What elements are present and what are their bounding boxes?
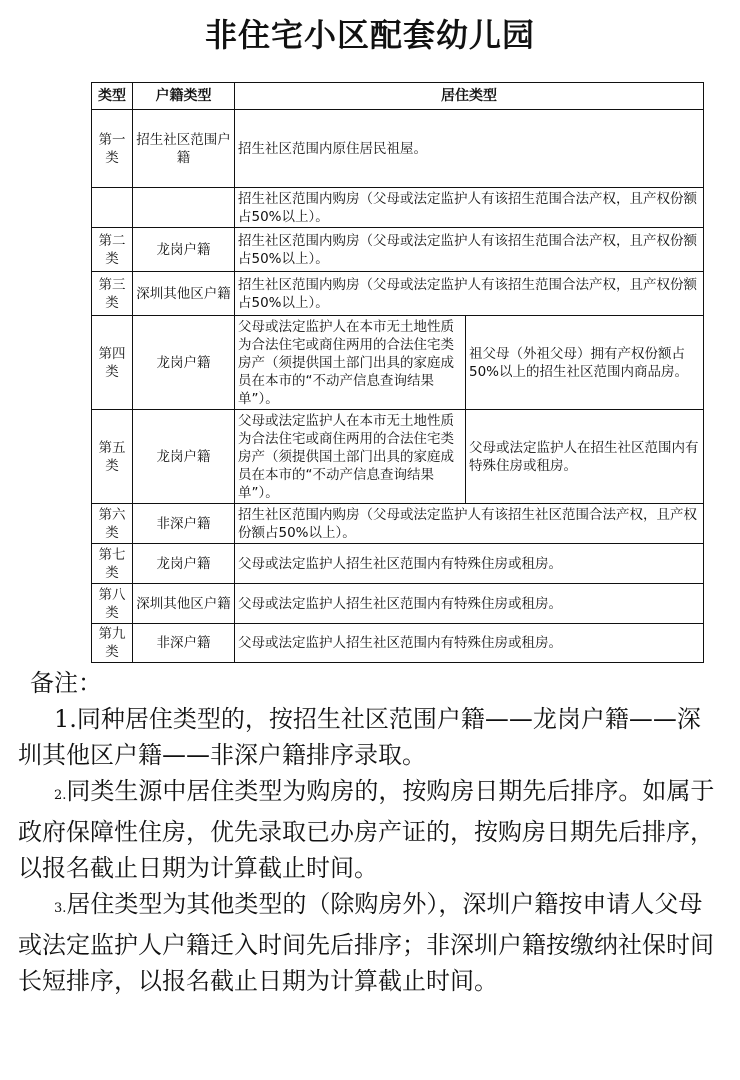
row-residence-cell: 父母或法定监护人招生社区范围内有特殊住房或租房。 <box>235 584 704 624</box>
table-row <box>92 624 704 663</box>
row-hukou-cell: 深圳其他区户籍 <box>133 272 235 316</box>
table-row <box>92 272 704 316</box>
note-text: 同类生源中居住类型为购房的，按购房日期先后排序。如属于政府保障性住房，优先录取已办房产证的，按购房日期先后排序，以报名截止日期为计算截止时间。 <box>18 777 715 882</box>
row-hukou-cell: 龙岗户籍 <box>133 316 235 410</box>
note-text: 居住类型为其他类型的（除购房外），深圳户籍按申请人父母或法定监护人户籍迁入时间先后排序；非深圳户籍按缴纳社保时间长短排序，以报名截止日期为计算截止时间。 <box>18 890 714 995</box>
row-residence-cell: 父母或法定监护人招生社区范围内有特殊住房或租房。 <box>235 624 704 663</box>
note-item <box>18 701 718 773</box>
table-row <box>92 410 704 504</box>
row-hukou-cell <box>133 188 235 228</box>
table-row <box>92 504 704 544</box>
header-residence: 居住类型 <box>235 83 704 110</box>
table-row <box>92 544 704 584</box>
header-type: 类型 <box>92 83 133 110</box>
note-item <box>18 886 718 999</box>
row-type-cell: 第六类 <box>92 504 133 544</box>
note-text: 同种居住类型的，按招生社区范围户籍——龙岗户籍——深圳其他区户籍——非深户籍排序录取。 <box>18 705 701 769</box>
row-type-cell: 第四类 <box>92 316 133 410</box>
table-row <box>92 584 704 624</box>
row-residence-cell: 招生社区范围内原住居民祖屋。 <box>235 110 704 188</box>
row-residence-cell: 父母或法定监护人招生社区范围内有特殊住房或租房。 <box>235 544 704 584</box>
note-item <box>18 773 718 886</box>
row-hukou-cell: 龙岗户籍 <box>133 544 235 584</box>
row-type-cell: 第一类 <box>92 110 133 188</box>
row-hukou-cell: 招生社区范围户籍 <box>133 110 235 188</box>
notes-section <box>18 665 718 999</box>
row-type-cell <box>92 188 133 228</box>
row-residence-cell: 招生社区范围内购房（父母或法定监护人有该招生范围合法产权，且产权份额占50%以上）。 <box>235 228 704 272</box>
row-hukou-cell: 龙岗户籍 <box>133 410 235 504</box>
row-residence-cell: 招生社区范围内购房（父母或法定监护人有该招生范围合法产权，且产权份额占50%以上）。 <box>235 188 704 228</box>
table-row <box>92 316 704 410</box>
row-residence-right-cell: 父母或法定监护人在招生社区范围内有特殊住房或租房。 <box>466 410 704 504</box>
row-type-cell: 第九类 <box>92 624 133 663</box>
row-residence-right-cell: 祖父母（外祖父母）拥有产权份额占50%以上的招生社区范围内商品房。 <box>466 316 704 410</box>
page-title: 非住宅小区配套幼儿园 <box>204 16 535 54</box>
header-hukou: 户籍类型 <box>133 83 235 110</box>
note-number: 1. <box>54 705 77 733</box>
row-type-cell: 第三类 <box>92 272 133 316</box>
row-hukou-cell: 非深户籍 <box>133 504 235 544</box>
table-row <box>92 188 704 228</box>
note-number: 2. <box>54 788 67 803</box>
row-type-cell: 第七类 <box>92 544 133 584</box>
row-type-cell: 第五类 <box>92 410 133 504</box>
row-residence-left-cell: 父母或法定监护人在本市无土地性质为合法住宅或商住两用的合法住宅类房产（须提供国土部门出具的家庭成员在本市的“不动产信息查询结果单”）。 <box>235 316 466 410</box>
note-number: 3. <box>54 901 67 916</box>
row-hukou-cell: 龙岗户籍 <box>133 228 235 272</box>
row-hukou-cell: 非深户籍 <box>133 624 235 663</box>
enrollment-table <box>91 82 704 663</box>
row-hukou-cell: 深圳其他区户籍 <box>133 584 235 624</box>
row-residence-left-cell: 父母或法定监护人在本市无土地性质为合法住宅或商住两用的合法住宅类房产（须提供国土部门出具的家庭成员在本市的“不动产信息查询结果单”）。 <box>235 410 466 504</box>
row-type-cell: 第八类 <box>92 584 133 624</box>
table-row <box>92 228 704 272</box>
table-header-row <box>92 83 704 110</box>
row-residence-cell: 招生社区范围内购房（父母或法定监护人有该招生社区范围合法产权，且产权份额占50%以上）。 <box>235 504 704 544</box>
row-type-cell: 第二类 <box>92 228 133 272</box>
table-row <box>92 110 704 188</box>
row-residence-cell: 招生社区范围内购房（父母或法定监护人有该招生范围合法产权，且产权份额占50%以上）。 <box>235 272 704 316</box>
notes-heading: 备注： <box>30 669 102 697</box>
